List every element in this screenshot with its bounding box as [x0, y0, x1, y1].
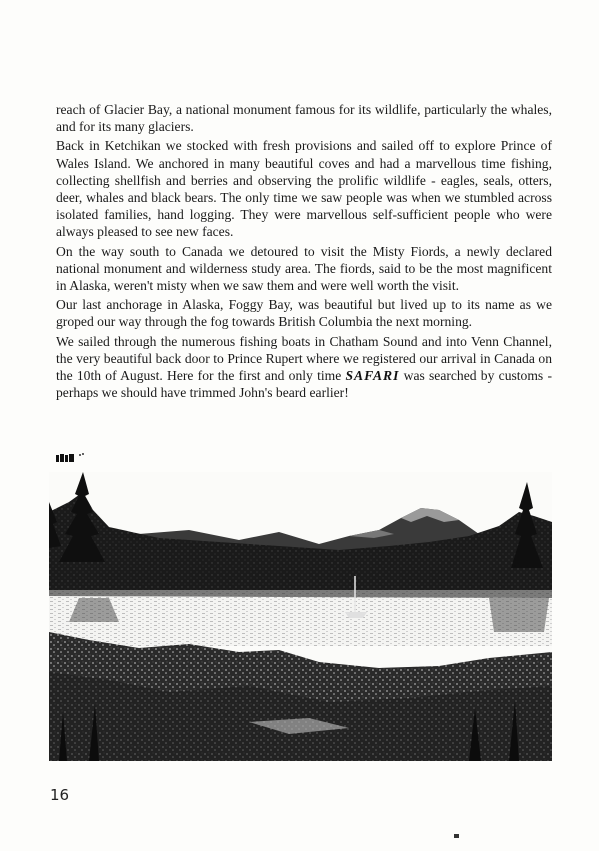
- ship-name: SAFARI: [345, 368, 400, 384]
- scan-speck: [454, 834, 459, 838]
- paragraph-foggy-bay: Our last anchorage in Alaska, Foggy Bay, was beautiful but lived up to its name as we groped our way through the fog towards British Columbia the next morning.: [56, 297, 552, 330]
- paragraph-text-start: We sailed through the numerous fishing boats in Chatham Sound and into Venn Channel, the very beautiful back door to Prince Rupert where we registered our arrival in Canada on the 10th of August. Here for the first and only time: [56, 333, 552, 384]
- lake-photo: [49, 472, 552, 761]
- paragraph-chatham-sound: [56, 333, 552, 402]
- paragraph-text-end: was searched by customs - perhaps we should have trimmed John's beard earlier!: [56, 368, 552, 401]
- paragraph-glacier-bay: reach of Glacier Bay, a national monument famous for its wildlife, particularly the whales, and for its many glaciers.: [56, 102, 552, 135]
- lake-water: [49, 590, 552, 646]
- paragraph-misty-fiords: On the way south to Canada we detoured to visit the Misty Fiords, a newly declared national monument and wilderness study area. The fiords, said to be the most magnificent in Alaska, weren't misty when we saw them and were well worth the visit.: [56, 243, 552, 294]
- body-text: [56, 101, 552, 403]
- paragraph-prince-of-wales: Back in Ketchikan we stocked with fresh provisions and sailed off to explore Prince of Wales Island. We anchored in many beautiful coves and had a marvellous time fishing, collecting shellfish and berries and observing the prolific wildlife - eagles, seals, otters, deer, whales and black bears. The only time we saw people was when we stumbled across isolated families, hand logging. They were marvellous self-sufficient people who were always pleased to see new faces.: [56, 138, 552, 240]
- scan-mark: [56, 452, 86, 463]
- page-number: 16: [50, 786, 70, 804]
